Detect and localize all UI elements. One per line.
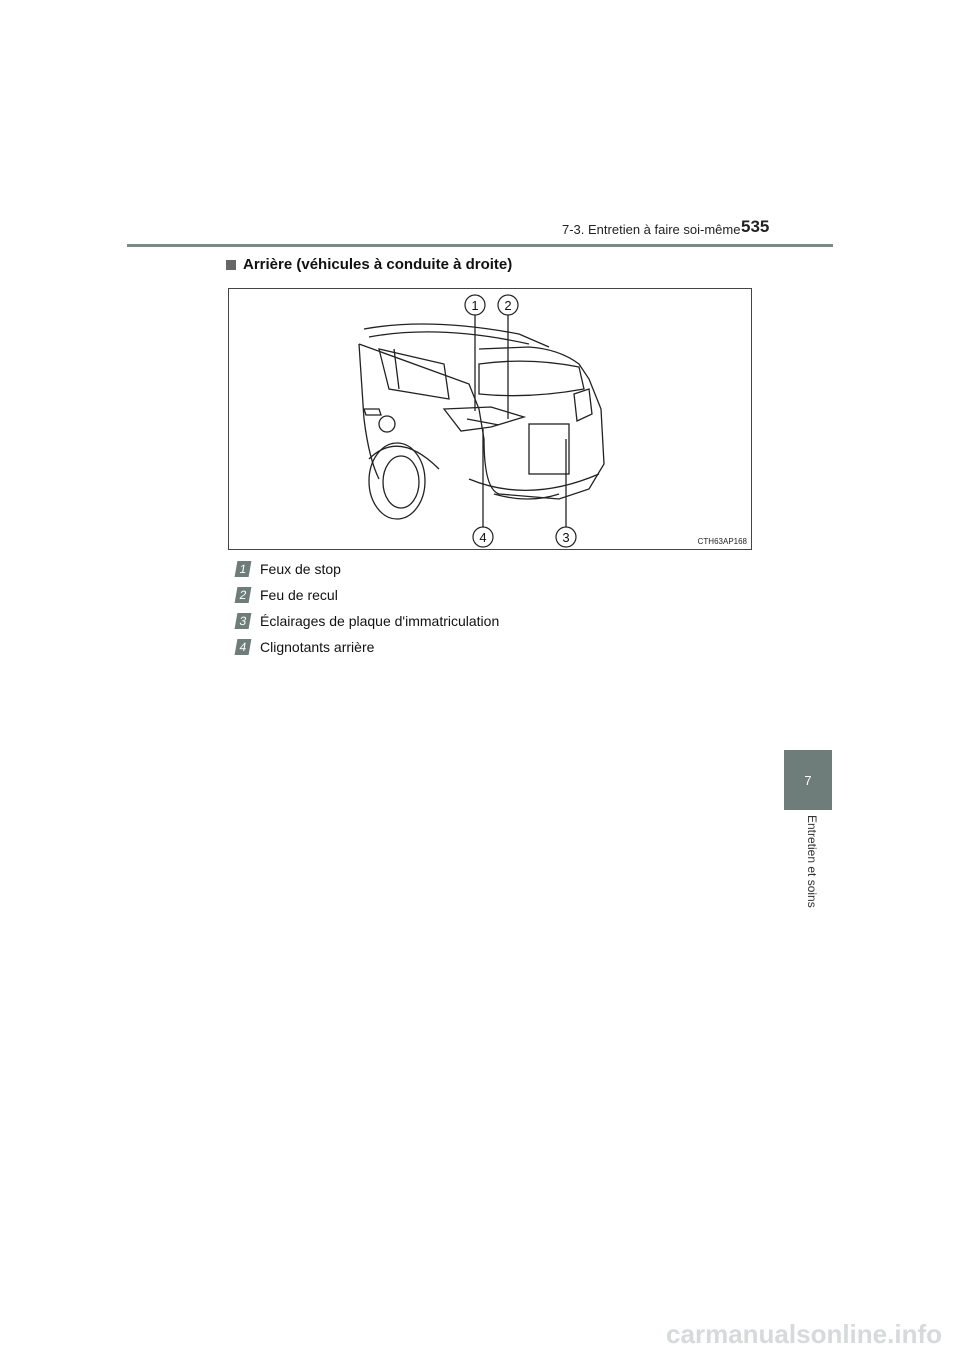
legend-label: Clignotants arrière bbox=[260, 639, 375, 655]
legend-item bbox=[236, 582, 499, 608]
bullet-square-icon bbox=[226, 260, 236, 270]
legend-number-badge: 3 bbox=[235, 613, 252, 629]
legend-item bbox=[236, 608, 499, 634]
legend-item bbox=[236, 556, 499, 582]
header-section-title: 7-3. Entretien à faire soi-même bbox=[562, 222, 741, 237]
legend-list bbox=[236, 556, 499, 660]
legend-number-badge: 2 bbox=[235, 587, 252, 603]
callout-2: 2 bbox=[504, 298, 512, 313]
legend-item bbox=[236, 634, 499, 660]
chapter-number: 7 bbox=[804, 772, 812, 788]
section-heading bbox=[226, 256, 512, 273]
legend-number-badge: 1 bbox=[235, 561, 252, 577]
callout-1: 1 bbox=[471, 298, 479, 313]
chapter-label: Entretien et soins bbox=[805, 815, 819, 908]
figure-code: CTH63AP168 bbox=[697, 537, 747, 546]
car-rear-drawing bbox=[229, 289, 751, 549]
vehicle-rear-illustration bbox=[228, 288, 752, 550]
callout-4: 4 bbox=[479, 530, 487, 545]
legend-number-badge: 4 bbox=[235, 639, 252, 655]
legend-label: Feu de recul bbox=[260, 587, 338, 603]
callout-3: 3 bbox=[562, 530, 570, 545]
legend-label: Éclairages de plaque d'immatriculation bbox=[260, 613, 500, 629]
page-number: 535 bbox=[741, 217, 770, 236]
header-divider bbox=[127, 244, 833, 247]
legend-label: Feux de stop bbox=[260, 561, 341, 577]
section-heading-text: Arrière (véhicules à conduite à droite) bbox=[243, 256, 513, 273]
chapter-tab bbox=[784, 750, 832, 810]
watermark: carmanualsonline.info bbox=[666, 1319, 942, 1349]
